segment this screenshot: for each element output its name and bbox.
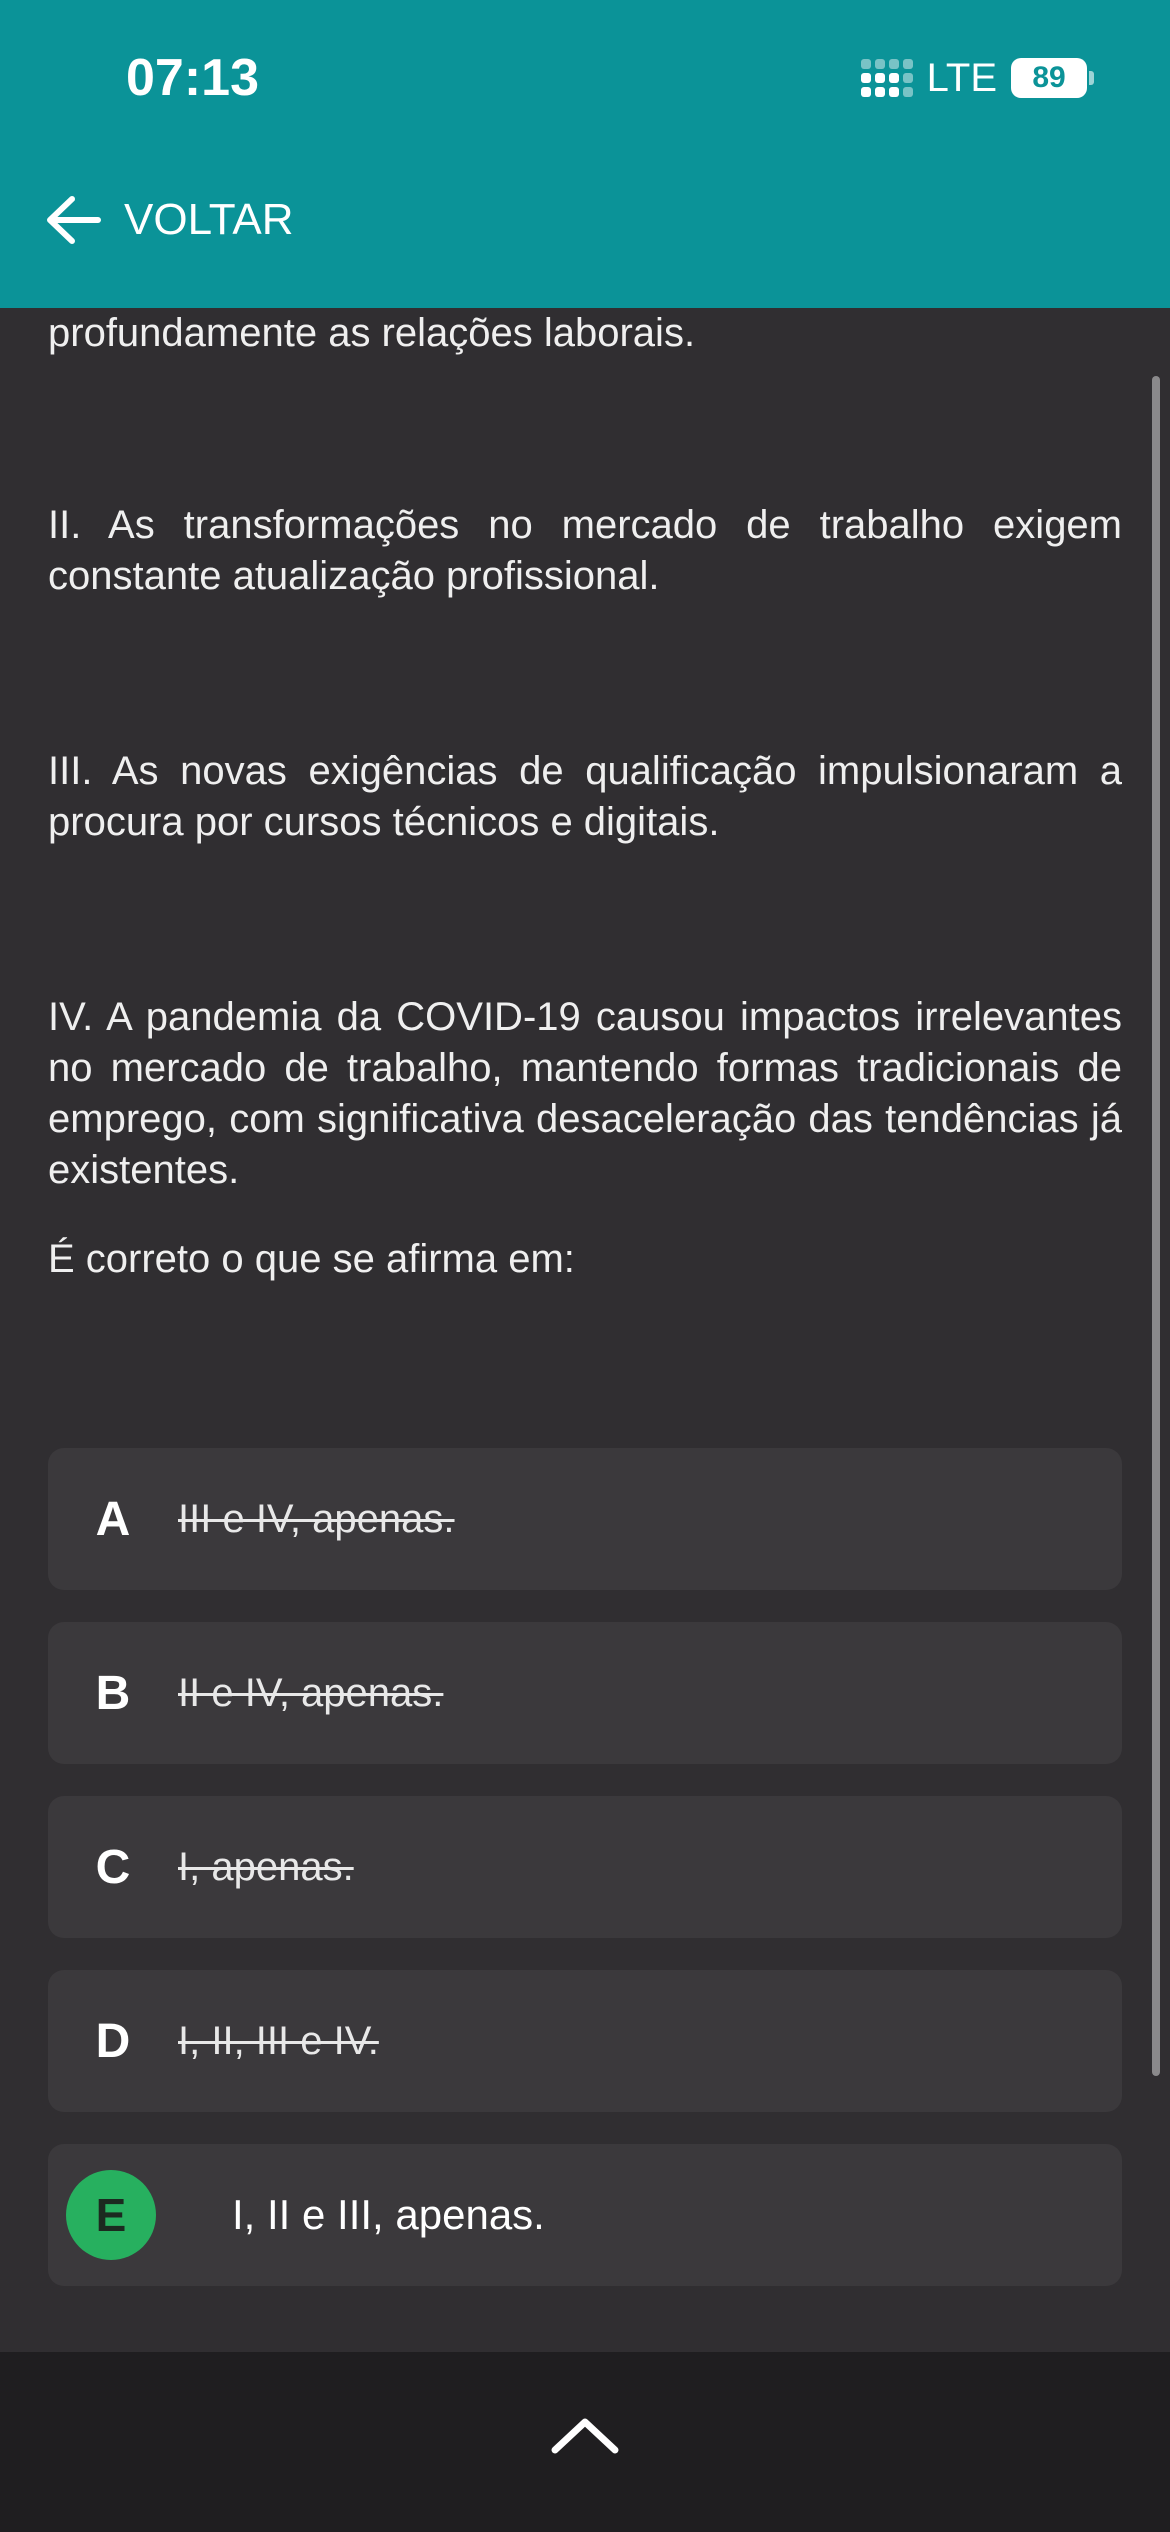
question-paragraph: II. As transformações no mercado de trabalho exigem constante atualização profissional.: [48, 503, 1122, 598]
option-text: III e IV, apenas.: [178, 1496, 455, 1541]
question-content[interactable]: [0, 308, 1170, 2348]
option-text: II e IV, apenas.: [178, 1670, 444, 1715]
battery-icon: [1011, 58, 1087, 98]
status-time: 07:13: [126, 49, 259, 107]
arrow-left-icon: [44, 194, 102, 246]
bottom-bar: [0, 2352, 1170, 2532]
chevron-up-icon[interactable]: [545, 2410, 625, 2460]
signal-bars-icon: [861, 59, 913, 97]
question-paragraph: IV. A pandemia da COVID-19 causou impactos irrelevantes no mercado de trabalho, mantendo formas tradicionais de emprego, com significativa desaceleração das tendências já existentes.: [48, 995, 1122, 1192]
option-text: I, II e III, apenas.: [232, 2191, 545, 2238]
option-letter: B: [95, 1666, 131, 1720]
question-paragraph: III. As novas exigências de qualificação impulsionaram a procura por cursos técnicos e digitais.: [48, 749, 1122, 844]
scrollbar[interactable]: [1152, 376, 1160, 2076]
battery-cap: [1089, 71, 1094, 85]
option-text: I, II, III e IV.: [178, 2018, 379, 2063]
battery-level: 89: [1032, 61, 1066, 94]
option-b[interactable]: [48, 1622, 1122, 1764]
option-d[interactable]: [48, 1970, 1122, 2112]
option-a[interactable]: [48, 1448, 1122, 1590]
option-text: I, apenas.: [178, 1844, 354, 1889]
app-header: [0, 0, 1170, 308]
status-indicators: [861, 56, 1094, 100]
option-e-selected[interactable]: [48, 2144, 1122, 2286]
option-letter: C: [95, 1840, 131, 1894]
back-button[interactable]: [44, 194, 294, 246]
option-letter: A: [95, 1492, 131, 1546]
option-c[interactable]: [48, 1796, 1122, 1938]
question-paragraph: profundamente as relações laborais.: [48, 311, 696, 355]
option-letter-selected: E: [66, 2170, 156, 2260]
network-type: LTE: [926, 55, 997, 100]
option-letter: D: [95, 2014, 131, 2068]
question-prompt: É correto o que se afirma em:: [48, 1237, 575, 1281]
back-label: VOLTAR: [124, 195, 294, 244]
